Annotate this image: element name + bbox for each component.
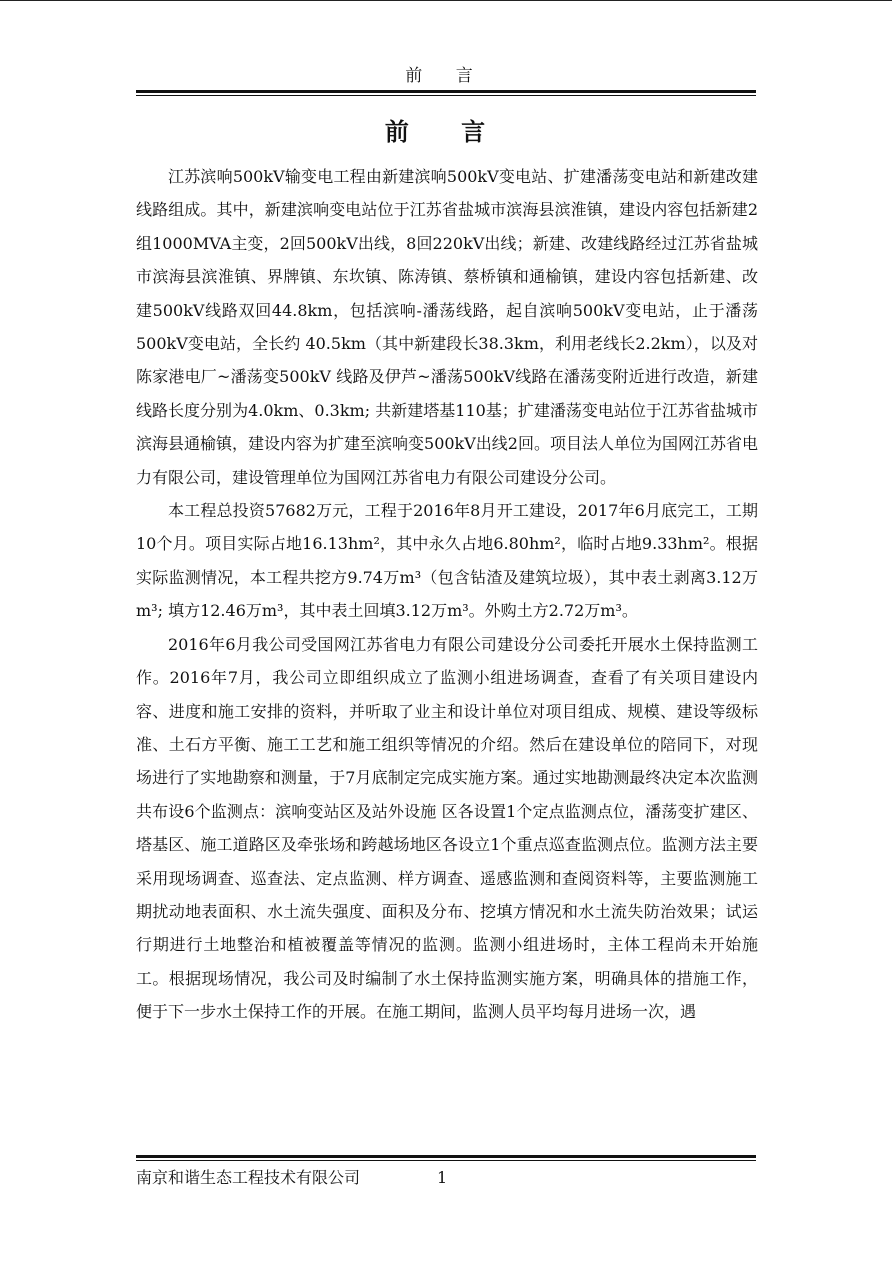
footer-rule-thick: [136, 1155, 756, 1158]
top-border: [0, 0, 892, 1]
paragraph-investment: 本工程总投资57682万元，工程于2016年8月开工建设，2017年6月底完工，工期10个月。项目实际占地16.13hm²，其中永久占地6.80hm²，临时占地9.33hm²。根据实际监测情况，本工程共挖方9.74万m³（包含钻渣及建筑垃圾），其中表土剥离3.12万m³; 填方12.46万m³，其中表土回填3.12万m³。外购土方2.72万m³。: [136, 501, 758, 621]
header-rule-thick: [136, 90, 756, 93]
paragraph-monitoring: 2016年6月我公司受国网江苏省电力有限公司建设分公司委托开展水土保持监测工作。2016年7月，我公司立即组织成立了监测小组进场调查，查看了有关项目建设内容、进度和施工安排的资料，并听取了业主和设计单位对项目组成、规模、建设等级标准、土石方平衡、施工工艺和施工组织等情况的介绍。然后在建设单位的陪同下，对现场进行了实地勘察和测量，于7月底制定完成实施方案。通过实地勘测最终决定本次监测共布设6个监测点：滨响变站区及站外设施 区各设置1个定点监测点位，潘荡变扩建区、塔基区、施工道路区及牵张场和跨越场地区各设立1个重点巡查监测点位。监测方法主要采用现场调查、巡查法、定点监测、样方调查、遥感监测和查阅资料等，主要监测施工期扰动地表面积、水土流失强度、面积及分布、挖填方情况和水土流失防治效果；试运行期进行土地整治和植被覆盖等情况的监测。监测小组进场时，主体工程尚未开始施工。根据现场情况，我公司及时编制了水土保持监测实施方案，明确具体的措施工作，便于下一步水土保持工作的开展。在施工期间，监测人员平均每月进场一次，遇: [136, 634, 758, 1022]
paragraph-project-overview: 江苏滨响500kV输变电工程由新建滨响500kV变电站、扩建潘荡变电站和新建改建线路组成。其中，新建滨响变电站位于江苏省盐城市滨海县滨淮镇，建设内容包括新建2组1000MVA主变，2回500kV出线，8回220kV出线；新建、改建线路经过江苏省盐城市滨海县滨淮镇、界牌镇、东坎镇、陈涛镇、蔡桥镇和通榆镇，建设内容包括新建、改建500kV线路双回44.8km，包括滨响-潘荡线路，起自滨响500kV变电站，止于潘荡500kV变电站，全长约 40.5km（其中新建段长38.3km，利用老线长2.2km），以及对陈家港电厂~潘荡变500kV 线路及伊芦~潘荡500kV线路在潘荡变附近进行改造，新建线路长度分别为4.0km、0.3km; 共新建塔基110基；扩建潘荡变电站位于江苏省盐城市滨海县通榆镇，建设内容为扩建至滨响变500kV出线2回。项目法人单位为国网江苏省电力有限公司，建设管理单位为国网江苏省电力有限公司建设分公司。: [136, 167, 758, 487]
running-header: 前 言: [405, 66, 487, 86]
footer-rule-thin: [136, 1160, 756, 1161]
body-text: [136, 160, 758, 1029]
page-title: 前 言: [384, 117, 508, 146]
header-rule-thin: [136, 95, 756, 96]
footer-company: 南京和谐生态工程技术有限公司: [136, 1168, 361, 1187]
page-number: 1: [437, 1168, 448, 1187]
